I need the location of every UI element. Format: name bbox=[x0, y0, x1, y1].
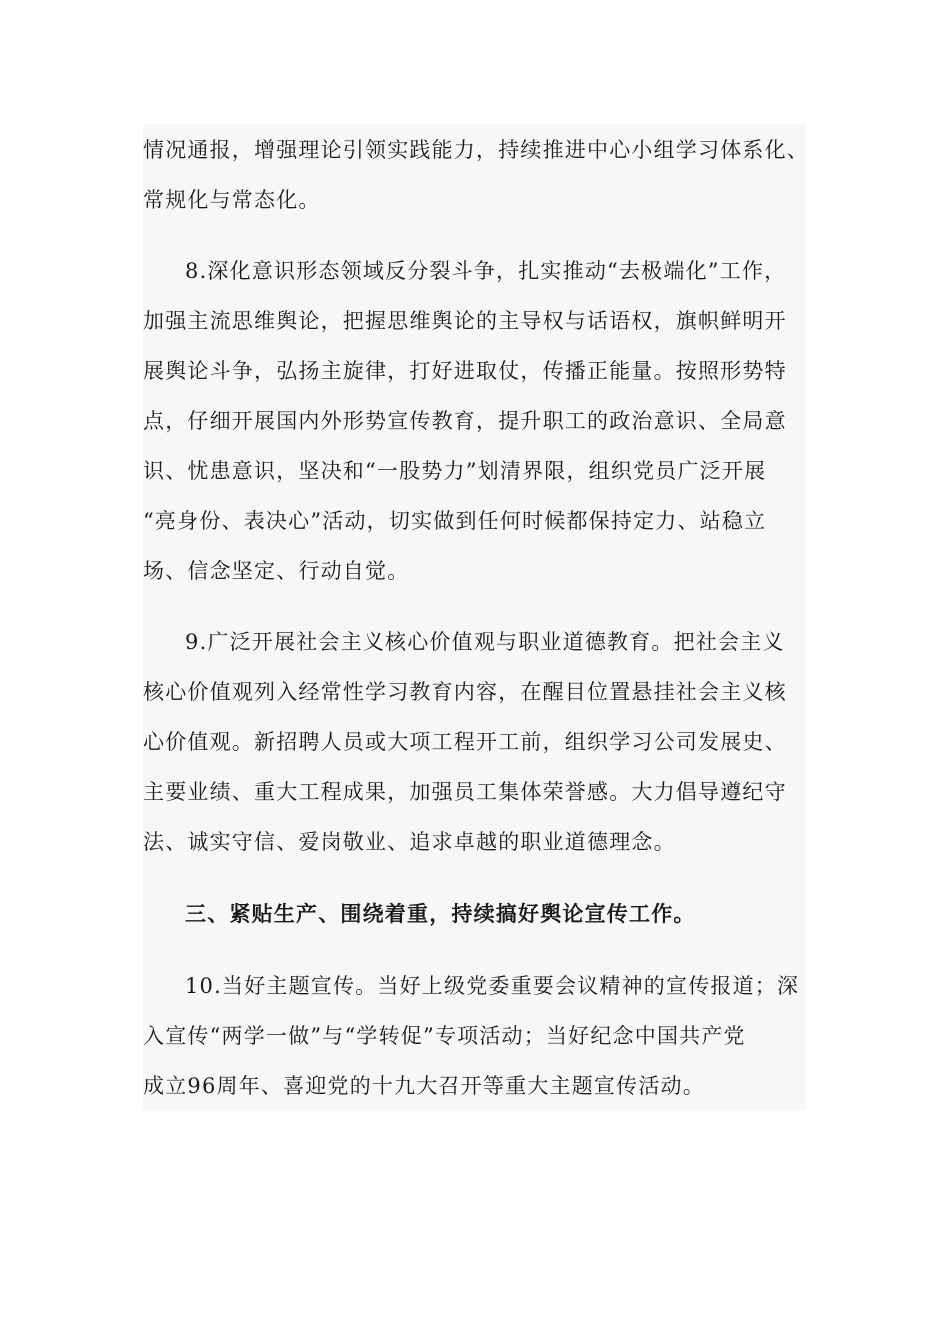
paragraph-line: 加强主流思维舆论，把握思维舆论的主导权与话语权，旗帜鲜明开 bbox=[143, 309, 787, 333]
paragraph-line: 识、忧患意识，坚决和“一股势力”划清界限，组织党员广泛开展 bbox=[143, 459, 767, 483]
paragraph-line: 常规化与常态化。 bbox=[143, 188, 321, 212]
item-9-first-line: 9.广泛开展社会主义核心价值观与职业道德教育。把社会主义 bbox=[185, 630, 785, 654]
paragraph-line: 情况通报，增强理论引领实践能力，持续推进中心小组学习体系化、 bbox=[143, 138, 809, 162]
paragraph-line: 场、信念坚定、行动自觉。 bbox=[143, 559, 410, 583]
item-8-first-line: 8.深化意识形态领域反分裂斗争，扎实推动“去极端化”工作， bbox=[185, 259, 787, 283]
section-heading: 三、紧贴生产、围绕着重，持续搞好舆论宣传工作。 bbox=[185, 901, 696, 926]
item-10-first-line: 10.当好主题宣传。当好上级党委重要会议精神的宣传报道；深 bbox=[185, 974, 800, 998]
paragraph-line: 展舆论斗争，弘扬主旋律，打好进取仗，传播正能量。按照形势特 bbox=[143, 359, 787, 383]
paragraph-line: “亮身份、表决心”活动，切实做到任何时候都保持定力、站稳立 bbox=[143, 509, 767, 533]
paragraph-line: 核心价值观列入经常性学习教育内容，在醒目位置悬挂社会主义核 bbox=[143, 680, 787, 704]
paragraph-line: 主要业绩、重大工程成果，加强员工集体荣誉感。大力倡导遵纪守 bbox=[143, 780, 787, 804]
paragraph-line: 成立96周年、喜迎党的十九大召开等重大主题宣传活动。 bbox=[143, 1074, 705, 1098]
paragraph-line: 点，仔细开展国内外形势宣传教育，提升职工的政治意识、全局意 bbox=[143, 409, 787, 433]
paragraph-line: 法、诚实守信、爱岗敬业、追求卓越的职业道德理念。 bbox=[143, 830, 676, 854]
paragraph-line: 心价值观。新招聘人员或大项工程开工前，组织学习公司发展史、 bbox=[143, 730, 787, 754]
paragraph-line: 入宣传“两学一做”与“学转促”专项活动；当好纪念中国共产党 bbox=[143, 1024, 746, 1048]
